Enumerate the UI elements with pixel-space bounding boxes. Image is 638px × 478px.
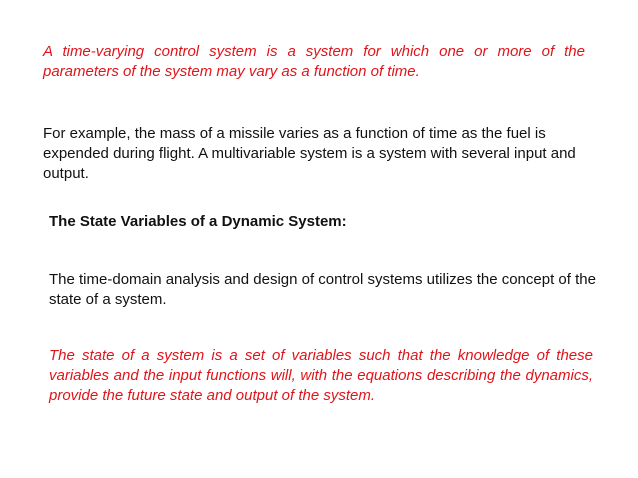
state-definition-paragraph: The state of a system is a set of variables such that the knowledge of these variables and the input functions will, with the equations describing the dynamics, provide the future state and output of the system. — [49, 347, 593, 404]
time-varying-system-definition: A time-varying control system is a system for which one or more of the parameters of the system may vary as a function of time. — [43, 43, 585, 80]
time-domain-intro-paragraph: The time-domain analysis and design of control systems utilizes the concept of the state of a system. — [49, 271, 596, 308]
state-variables-heading: The State Variables of a Dynamic System: — [49, 213, 347, 230]
missile-example-paragraph: For example, the mass of a missile varies as a function of time as the fuel is expended during flight. A multivariable system is a system with several input and output. — [43, 125, 576, 182]
